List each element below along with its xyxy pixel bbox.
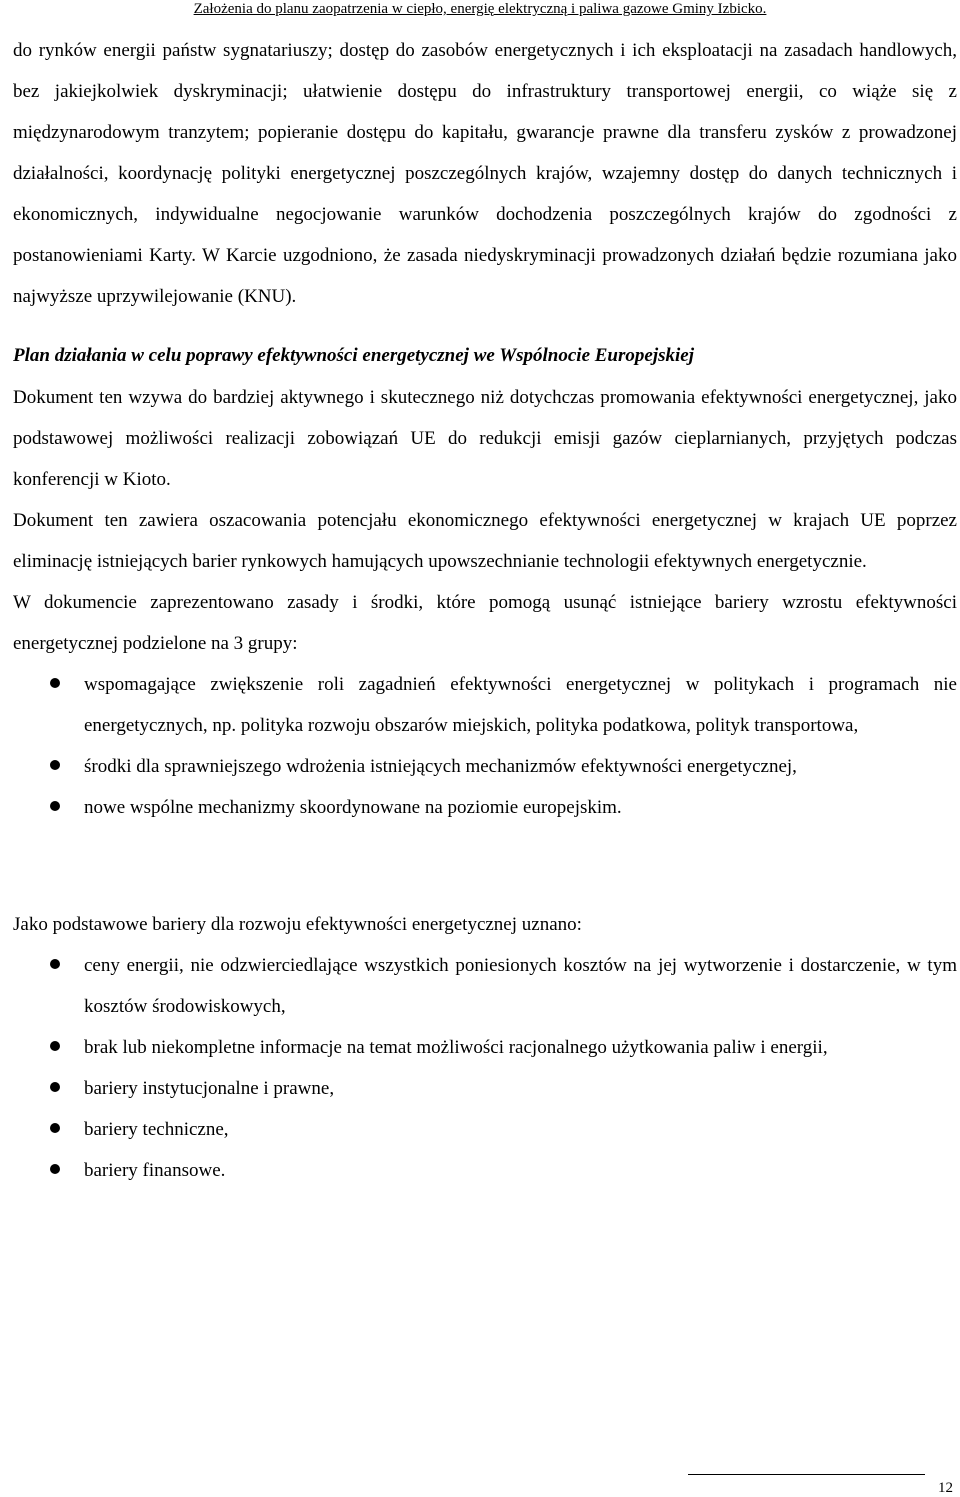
list-item	[13, 1150, 957, 1191]
paragraph-intro: do rynków energii państw sygnatariuszy; dostęp do zasobów energetycznych i ich eksploatacji na zasadach handlowych, bez jakiejkolwiek dyskryminacji; ułatwienie dostępu do infrastruktury transportowej energii, co wiąże się z międzynarodowym tranzytem; popieranie dostępu do kapitału, gwarancje prawne dla transferu zysków z prowadzonej działalności, koordynację polityki energetycznej poszczególnych krajów, wzajemny dostęp do danych technicznych i ekonomicznych, indywidualne negocjowanie warunków dochodzenia poszczególnych krajów do zgodności z postanowieniami Karty. W Karcie uzgodniono, że zasada niedyskryminacji prowadzonych działań będzie rozumiana jako najwyższe uprzywilejowanie (KNU).	[13, 40, 957, 307]
list-item-text: środki dla sprawniejszego wdrożenia istniejących mechanizmów efektywności energetycznej,	[84, 756, 797, 777]
list-item-text: bariery techniczne,	[84, 1119, 229, 1140]
bullet-icon	[50, 1082, 60, 1092]
list-item	[13, 945, 957, 1027]
groups-list	[13, 664, 957, 828]
list-item	[13, 1109, 957, 1150]
list-item	[13, 1068, 957, 1109]
bullet-icon	[50, 801, 60, 811]
list-item	[13, 1027, 957, 1068]
bullet-icon	[50, 1123, 60, 1133]
page-header	[0, 0, 960, 18]
list-item-text: wspomagające zwiększenie roli zagadnień efektywności energetycznej w politykach i programach nie energetycznych, np. polityka rozwoju obszarów miejskich, polityka podatkowa, polityk transportowa,	[84, 674, 957, 736]
barriers-list	[13, 945, 957, 1191]
list-item-text: brak lub niekompletne informacje na temat możliwości racjonalnego użytkowania paliw i energii,	[84, 1037, 828, 1058]
list-item-text: bariery instytucjonalne i prawne,	[84, 1078, 335, 1099]
section-title: Plan działania w celu poprawy efektywności energetycznej we Wspólnocie Europejskiej	[13, 345, 694, 366]
bullet-icon	[50, 1164, 60, 1174]
footer-divider	[688, 1474, 925, 1475]
page-content	[13, 30, 957, 1191]
paragraph-1: Dokument ten wzywa do bardziej aktywnego i skutecznego niż dotychczas promowania efektywności energetycznej, jako podstawowej możliwości realizacji zobowiązań UE do redukcji emisji gazów cieplarnianych, przyjętych podczas konferencji w Kioto.	[13, 387, 957, 490]
page-number: 12	[938, 1480, 953, 1496]
paragraph-2: Dokument ten zawiera oszacowania potencjału ekonomicznego efektywności energetycznej w krajach UE poprzez eliminację istniejących barier rynkowych hamujących upowszechnianie technologii efektywnych energetycznie.	[13, 510, 957, 572]
list-item-text: ceny energii, nie odzwierciedlające wszystkich poniesionych kosztów na jej wytworzenie i dostarczenie, w tym kosztów środowiskowych,	[84, 955, 957, 1017]
bullet-icon	[50, 1041, 60, 1051]
bullet-icon	[50, 678, 60, 688]
bullet-icon	[50, 760, 60, 770]
bullet-icon	[50, 959, 60, 969]
paragraph-3: W dokumencie zaprezentowano zasady i środki, które pomogą usunąć istniejące bariery wzrostu efektywności energetycznej podzielone na 3 grupy:	[13, 592, 957, 654]
list-item	[13, 664, 957, 746]
list-item	[13, 746, 957, 787]
list-item-text: nowe wspólne mechanizmy skoordynowane na poziomie europejskim.	[84, 797, 622, 818]
list-item-text: bariery finansowe.	[84, 1160, 226, 1181]
list-item	[13, 787, 957, 828]
header-text: Założenia do planu zaopatrzenia w ciepło, energię elektryczną i paliwa gazowe Gminy Izbicko.	[193, 1, 767, 17]
paragraph-4: Jako podstawowe bariery dla rozwoju efektywności energetycznej uznano:	[13, 914, 582, 935]
